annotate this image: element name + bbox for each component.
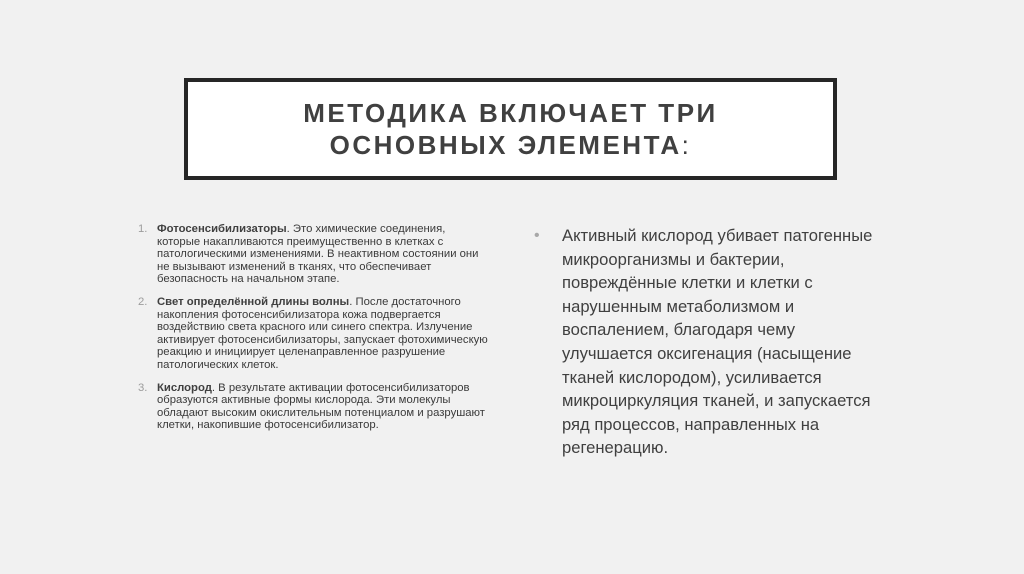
list-item-text: . После достаточного накопления фотосенсибилизатора кожа подвергается воздействию света красного или синего спектра. Излучение активирует фотосенсибилизаторы, запускает фотохимическую реакцию и инициирует целенаправленное разрушение патологических клеток. xyxy=(157,295,488,371)
bullet-paragraph xyxy=(534,224,884,460)
title-box xyxy=(184,78,837,180)
list-item-term: Свет определённой длины волны xyxy=(157,295,350,308)
title-line-2-text: ОСНОВНЫХ ЭЛЕМЕНТА xyxy=(329,130,682,160)
title-colon: : xyxy=(681,130,692,160)
bullet-marker: • xyxy=(534,227,540,244)
list-item-photosensitizers xyxy=(138,223,488,286)
slide-title xyxy=(303,97,717,161)
right-column xyxy=(534,224,884,460)
title-line-2 xyxy=(303,129,717,161)
list-item-term: Фотосенсибилизаторы xyxy=(157,223,287,235)
list-item-text: . В результате активации фотосенсибилизаторов образуются активные формы кислорода. Эти молекулы обладают высоким окислительным потенциалом и разрушают клетки, накопившие фотосенсибилизатор. xyxy=(157,381,485,432)
list-item-number: 2. xyxy=(138,295,148,308)
list-item-number: 1. xyxy=(138,223,148,235)
numbered-list xyxy=(138,223,488,442)
list-item-light xyxy=(138,296,488,372)
list-item-number: 3. xyxy=(138,381,148,394)
list-item-term: Кислород xyxy=(157,381,212,394)
list-item-text: . Это химические соединения, которые накапливаются преимущественно в клетках с патологическими изменениями. В неактивном состоянии они не вызывают изменений в тканях, что обеспечивает безопасность на начальном этапе. xyxy=(157,223,479,286)
title-line-1: МЕТОДИКА ВКЛЮЧАЕТ ТРИ xyxy=(303,98,718,128)
list-item-oxygen xyxy=(138,382,488,432)
bullet-text: Активный кислород убивает патогенные микроорганизмы и бактерии, повреждённые клетки и клетки с нарушенным метаболизмом и воспалением, благодаря чему улучшается оксигенация (насыщение тканей кислородом), усиливается микроциркуляция тканей, и запускается ряд процессов, направленных на регенерацию. xyxy=(562,226,873,458)
